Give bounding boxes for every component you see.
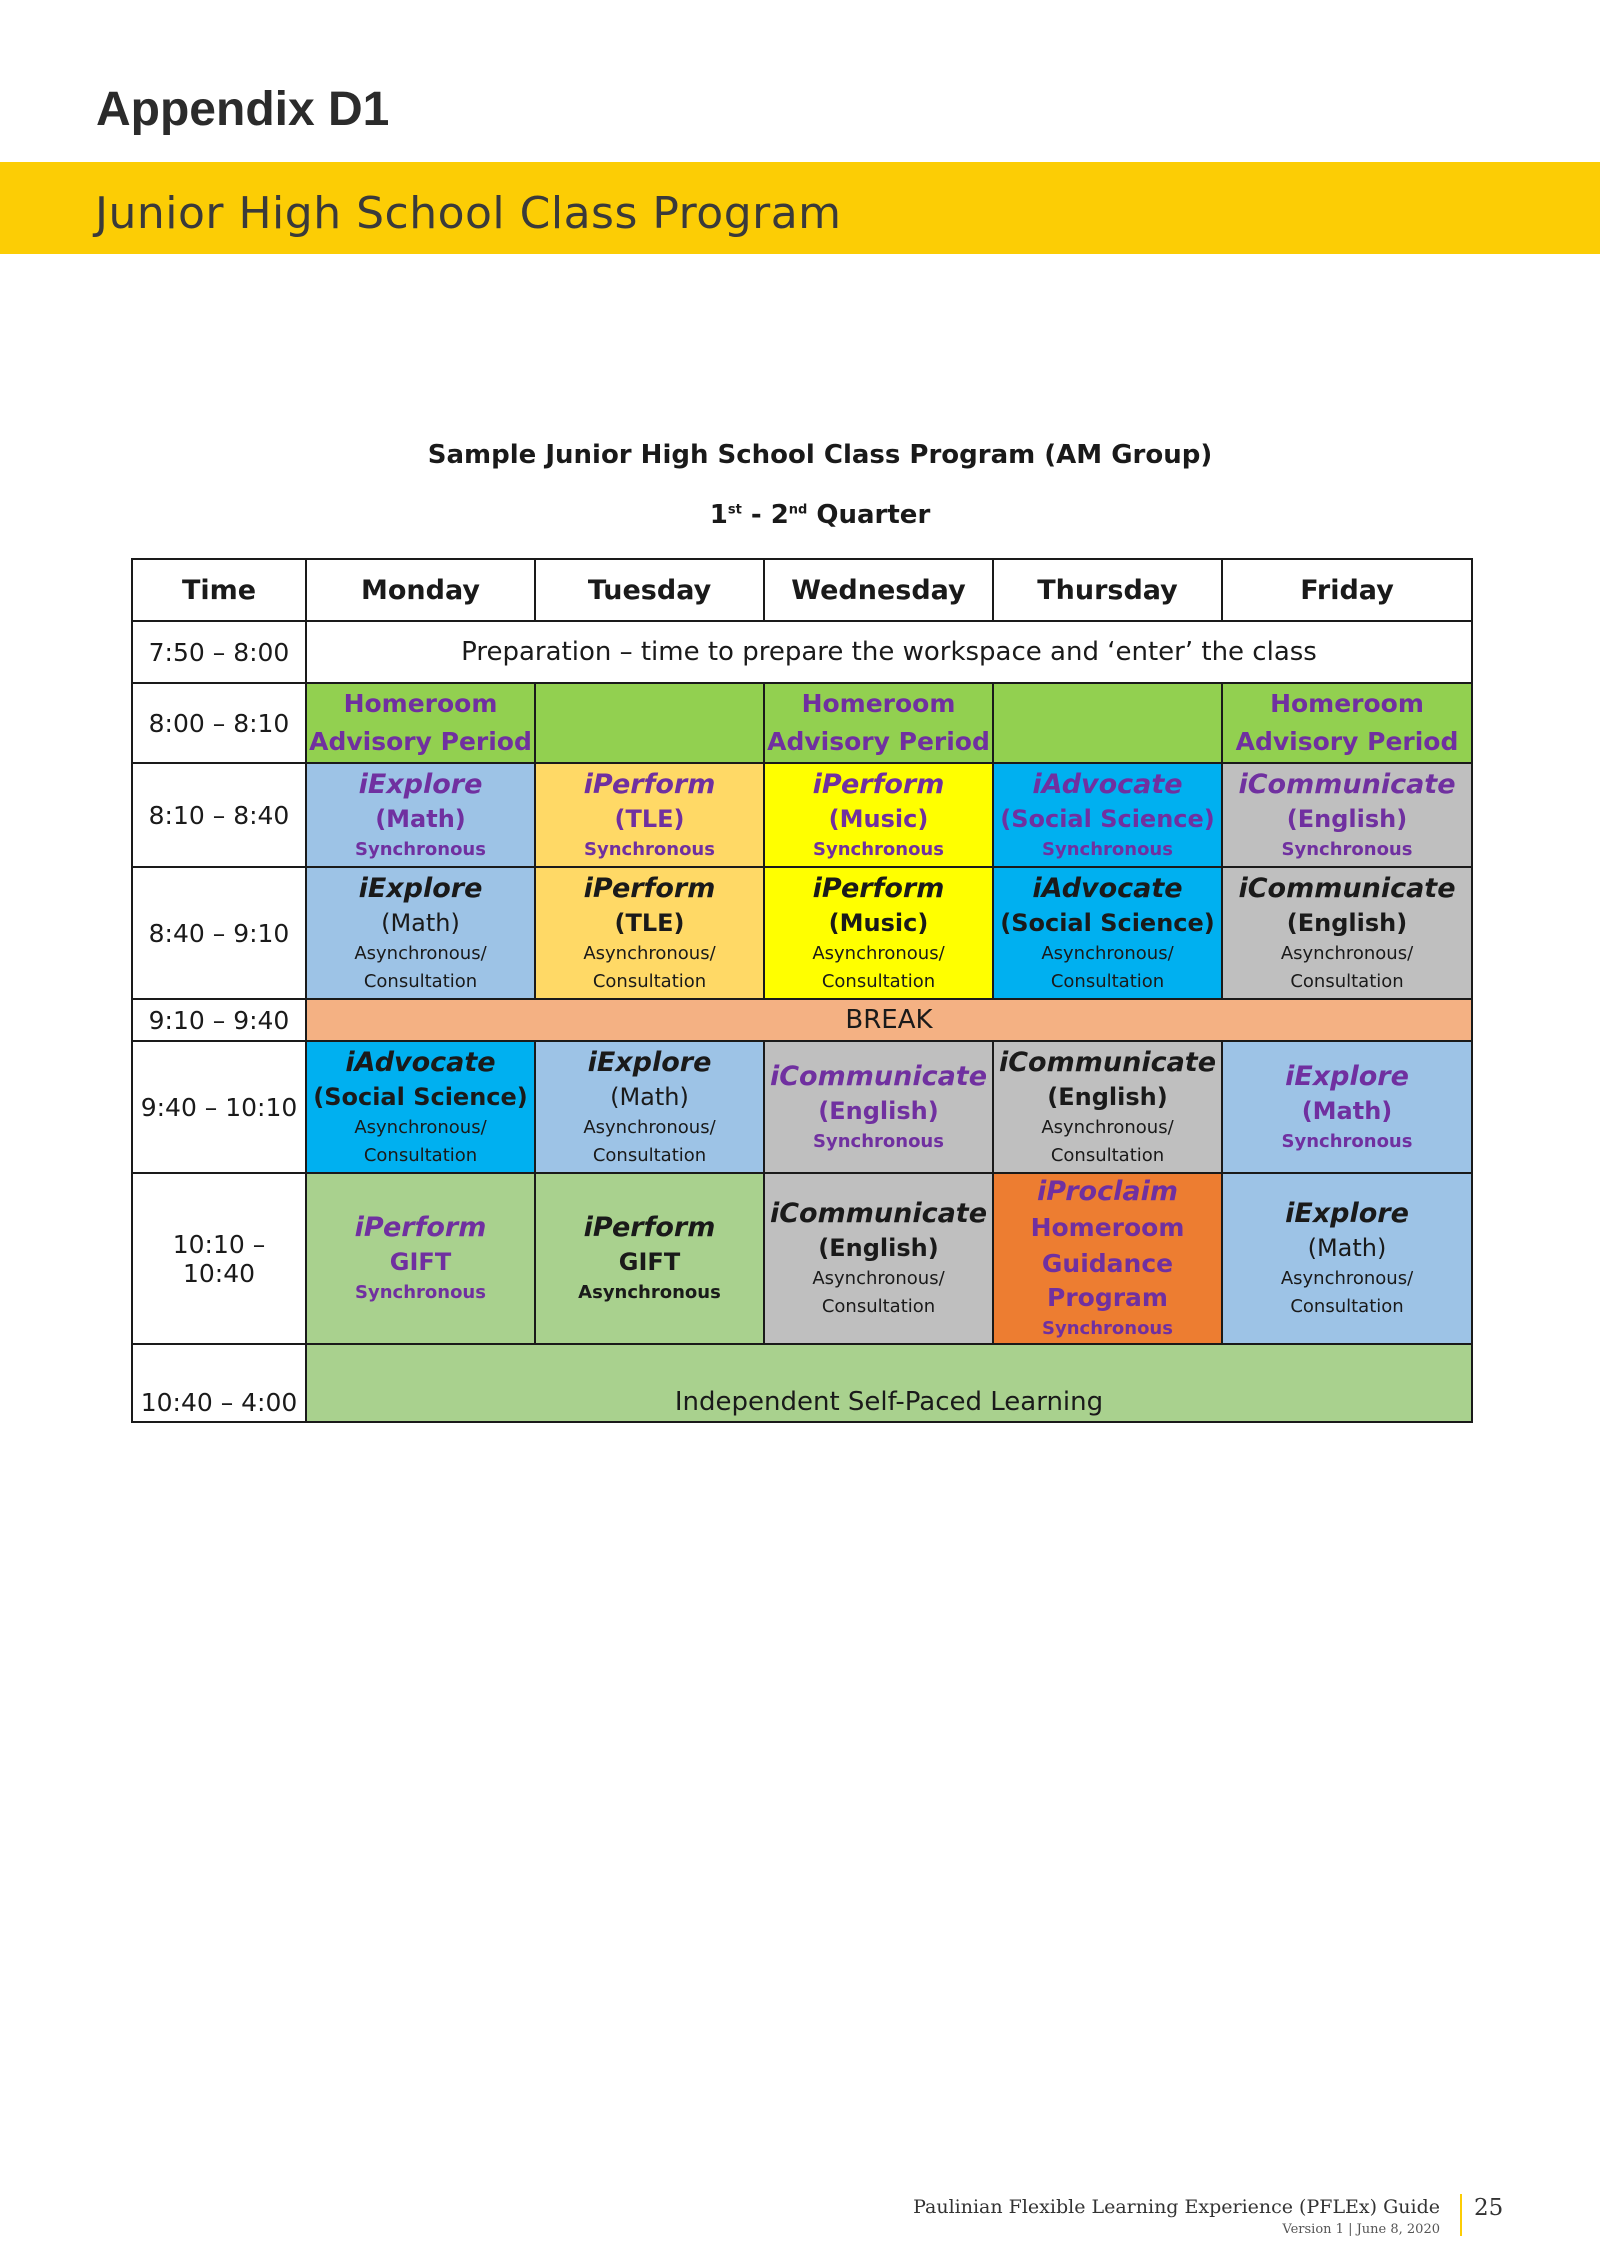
class-cell: iAdvocate (Social Science) Asynchronous/ Consultation (993, 867, 1222, 999)
class-cell: iExplore (Math) Asynchronous/ Consultation (306, 867, 535, 999)
table-row (132, 1041, 1472, 1173)
table-row (132, 621, 1472, 683)
table-row (132, 999, 1472, 1041)
class-program-table (131, 558, 1473, 1423)
time-cell: 8:40 – 9:10 (132, 867, 306, 999)
time-cell: 8:10 – 8:40 (132, 763, 306, 867)
table-row (132, 1173, 1472, 1344)
class-cell: iPerform (TLE) Asynchronous/ Consultation (535, 867, 764, 999)
table-row (132, 1344, 1472, 1422)
class-cell: iAdvocate (Social Science) Asynchronous/ Consultation (306, 1041, 535, 1173)
time-cell: 10:10 – 10:40 (132, 1173, 306, 1344)
schedule-title: Sample Junior High School Class Program (AM Group) (427, 440, 1213, 470)
class-cell: iCommunicate (English) Asynchronous/ Consultation (993, 1041, 1222, 1173)
col-wednesday: Wednesday (764, 559, 993, 621)
section-band (0, 162, 1600, 254)
empty-tuesday (535, 683, 764, 763)
empty-thursday (993, 683, 1222, 763)
class-cell: iPerform (Music) Asynchronous/ Consultation (764, 867, 993, 999)
class-cell: iCommunicate (English) Synchronous (764, 1041, 993, 1173)
time-cell: 9:10 – 9:40 (132, 999, 306, 1041)
table-row (132, 867, 1472, 999)
section-title: Junior High School Class Program (95, 188, 842, 239)
class-cell: iExplore (Math) Asynchronous/ Consultation (1222, 1173, 1472, 1344)
homeroom-wednesday: Homeroom Advisory Period (764, 683, 993, 763)
footer-guide-title: Paulinian Flexible Learning Experience (PFLEx) Guide (913, 2196, 1440, 2218)
time-cell: 7:50 – 8:00 (132, 621, 306, 683)
class-cell: iPerform GIFT Synchronous (306, 1173, 535, 1344)
break-cell: BREAK (306, 999, 1472, 1041)
page-number: 25 (1474, 2195, 1504, 2221)
homeroom-friday: Homeroom Advisory Period (1222, 683, 1472, 763)
schedule-quarter: 1st - 2nd Quarter (709, 500, 931, 530)
class-cell: iPerform GIFT Asynchronous (535, 1173, 764, 1344)
class-cell: iCommunicate (English) Asynchronous/ Consultation (764, 1173, 993, 1344)
class-cell: iCommunicate (English) Synchronous (1222, 763, 1472, 867)
footer-version: Version 1 | June 8, 2020 (1282, 2222, 1440, 2237)
col-friday: Friday (1222, 559, 1472, 621)
time-cell: 8:00 – 8:10 (132, 683, 306, 763)
class-cell: iExplore (Math) Synchronous (306, 763, 535, 867)
class-cell: iPerform (Music) Synchronous (764, 763, 993, 867)
homeroom-monday: Homeroom Advisory Period (306, 683, 535, 763)
time-cell: 9:40 – 10:10 (132, 1041, 306, 1173)
class-cell: iAdvocate (Social Science) Synchronous (993, 763, 1222, 867)
preparation-cell: Preparation – time to prepare the workspace and ‘enter’ the class (306, 621, 1472, 683)
footer-divider (1460, 2194, 1462, 2236)
col-monday: Monday (306, 559, 535, 621)
class-cell: iExplore (Math) Asynchronous/ Consultation (535, 1041, 764, 1173)
time-cell: 10:40 – 4:00 (132, 1344, 306, 1422)
col-tuesday: Tuesday (535, 559, 764, 621)
class-cell: iCommunicate (English) Asynchronous/ Consultation (1222, 867, 1472, 999)
table-row (132, 683, 1472, 763)
header-row (132, 559, 1472, 621)
class-cell: iProclaim Homeroom Guidance Program Synchronous (993, 1173, 1222, 1344)
col-time: Time (132, 559, 306, 621)
islp-cell: Independent Self-Paced Learning (306, 1344, 1472, 1422)
class-cell: iExplore (Math) Synchronous (1222, 1041, 1472, 1173)
appendix-heading: Appendix D1 (96, 83, 390, 136)
col-thursday: Thursday (993, 559, 1222, 621)
table-row (132, 763, 1472, 867)
class-cell: iPerform (TLE) Synchronous (535, 763, 764, 867)
